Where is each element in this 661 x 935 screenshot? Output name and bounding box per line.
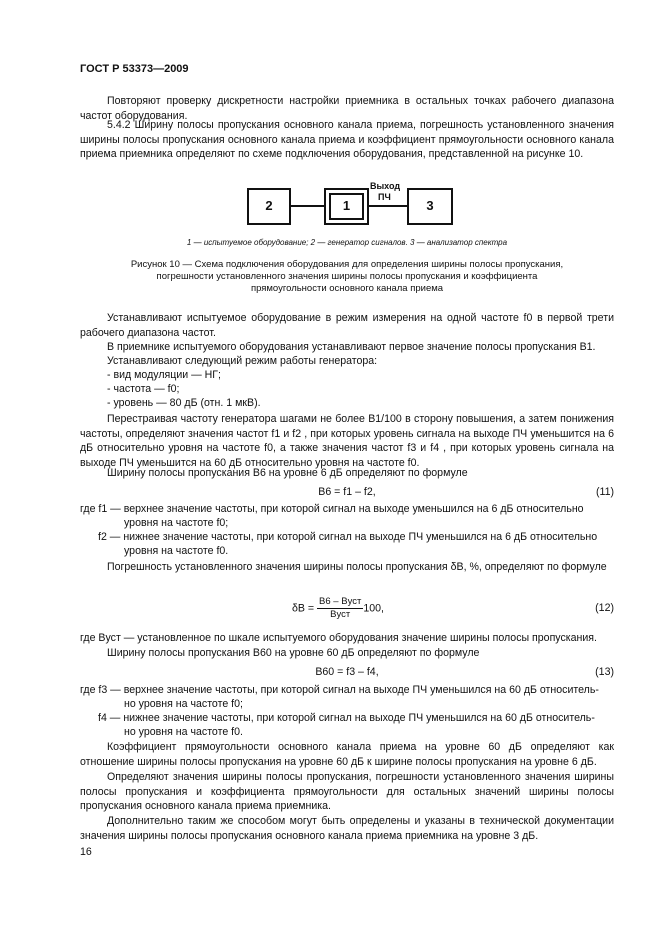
equation-12-tail: 100, [363, 602, 384, 615]
paragraph-b6: Ширину полосы пропускания B6 на уровне 6 дБ определяют по формуле [107, 467, 468, 479]
box-equipment-outer [324, 188, 369, 225]
equation-13-number: (13) [595, 666, 614, 678]
list-item: - вид модуляции — НГ; [107, 369, 221, 381]
where-f3: где f3 — верхнее значение частоты, при которой сигнал на выходе ПЧ уменьшился на 60 дБ относитель- [80, 684, 599, 696]
output-label: Выход [370, 181, 401, 191]
list-item: - частота — f0; [107, 383, 180, 395]
figure-caption-3: прямоугольности основного канала приема [250, 283, 444, 294]
paragraph-repeat: Определяют значения ширины полосы пропускания, погрешности установленного значения ширины полосы пропускания и коэффициента прямоугольности для остальных значений ширины полосы пропускания основного канала приема приемника. [80, 771, 614, 813]
list-item: - уровень — 80 дБ (отн. 1 мкВ). [107, 397, 261, 409]
equation-12 [292, 596, 384, 621]
paragraph-coefficient: Коэффициент прямоугольности основного канала приема на уровне 60 дБ определяют как отношение ширины полосы пропускания на уровне 60 дБ к ширине полосы пропускания на уровне 6 дБ. [80, 741, 614, 768]
where-f4-cont: но уровня на частоте f0. [124, 726, 243, 738]
connector-line [368, 205, 408, 207]
where-f3-cont: но уровня на частоте f0; [124, 698, 243, 710]
where-f2-cont: уровня на частоте f0. [124, 545, 229, 557]
equation-11-number: (11) [595, 486, 614, 498]
equation-12-fraction [317, 596, 363, 621]
connector-line [290, 205, 325, 207]
figure-caption-1: Рисунок 10 — Схема подключения оборудования для определения ширины полосы пропускания, [130, 259, 564, 270]
paragraph-error: Погрешность установленного значения ширины полосы пропускания δB, %, определяют по формуле [107, 561, 607, 573]
figure-legend: 1 — испытуемое оборудование; 2 — генератор сигналов. 3 — анализатор спектра [186, 238, 508, 247]
equation-12-number: (12) [595, 602, 614, 614]
document-header: ГОСТ Р 53373—2009 [80, 63, 189, 75]
figure-caption-2: погрешности установленного значения ширины полосы пропускания и коэффициента [156, 271, 538, 282]
box-equipment: 1 [329, 193, 364, 220]
paragraph-repeat-check: Повторяют проверку дискретности настройки приемника в остальных точках рабочего диапазона частот оборудования. [80, 95, 614, 122]
where-f2: f2 — нижнее значение частоты, при которой сигнал на выходе ПЧ уменьшился на 6 дБ относительно [98, 531, 598, 543]
equation-13: B60 = f3 – f4, [315, 666, 379, 678]
paragraph-set-mode: Устанавливают испытуемое оборудование в режим измерения на одной частоте f0 в первой трети рабочего диапазона частот. [80, 312, 614, 339]
paragraph-additional: Дополнительно таким же способом могут быть определены и указаны в технической документации значения ширины полосы пропускания основного канала приема приемника на уровне 3 дБ. [80, 815, 614, 842]
equation-12-denominator: Bуст [330, 609, 351, 620]
paragraph-set-bandwidth: В приемнике испытуемого оборудования устанавливают первое значение полосы пропускания B1. [107, 341, 596, 353]
paragraph-b60: Ширину полосы пропускания B60 на уровне 60 дБ определяют по формуле [107, 647, 480, 659]
equation-12-lhs: δB = [292, 602, 315, 615]
box-generator: 2 [247, 188, 291, 225]
where-bust: где Bуст — установленное по шкале испытуемого оборудования значение ширины полосы пропускания. [80, 632, 597, 644]
paragraph-set-generator: Устанавливают следующий режим работы генератора: [107, 355, 378, 367]
where-f4: f4 — нижнее значение частоты, при которой сигнал на выходе ПЧ уменьшился на 60 дБ относитель- [98, 712, 595, 724]
paragraph-tuning: Перестраивая частоту генератора шагами не более B1/100 в сторону повышения, а затем понижения частоты, определяют значения частот f1 и f2 , при которых уровень сигнала на выходе ПЧ уменьшится на 6 дБ относительно уровня на частоте f0, а также значения частот f3 и f4 , при которых уровень сигнала на выходе ПЧ уменьшится на 60 дБ относительно уровня на частоте f0. [80, 413, 614, 469]
where-f1: где f1 — верхнее значение частоты, при которой сигнал на выходе уменьшился на 6 дБ относительно [80, 503, 584, 515]
equation-12-numerator: B6 – Bуст [319, 596, 362, 607]
page-number: 16 [80, 846, 92, 858]
where-f1-cont: уровня на частоте f0; [124, 517, 229, 529]
equation-11: B6 = f1 – f2, [318, 486, 376, 498]
paragraph-5-4-2: 5.4.2 Ширину полосы пропускания основного канала приема, погрешность установленного значения ширины полосы пропускания основного канала приема и коэффициент прямоугольности основного канала приема приемника определяют по схеме подключения оборудования, представленной на рисунке 10. [80, 119, 614, 161]
box-analyzer: 3 [407, 188, 453, 225]
output-label-if: ПЧ [378, 192, 391, 202]
